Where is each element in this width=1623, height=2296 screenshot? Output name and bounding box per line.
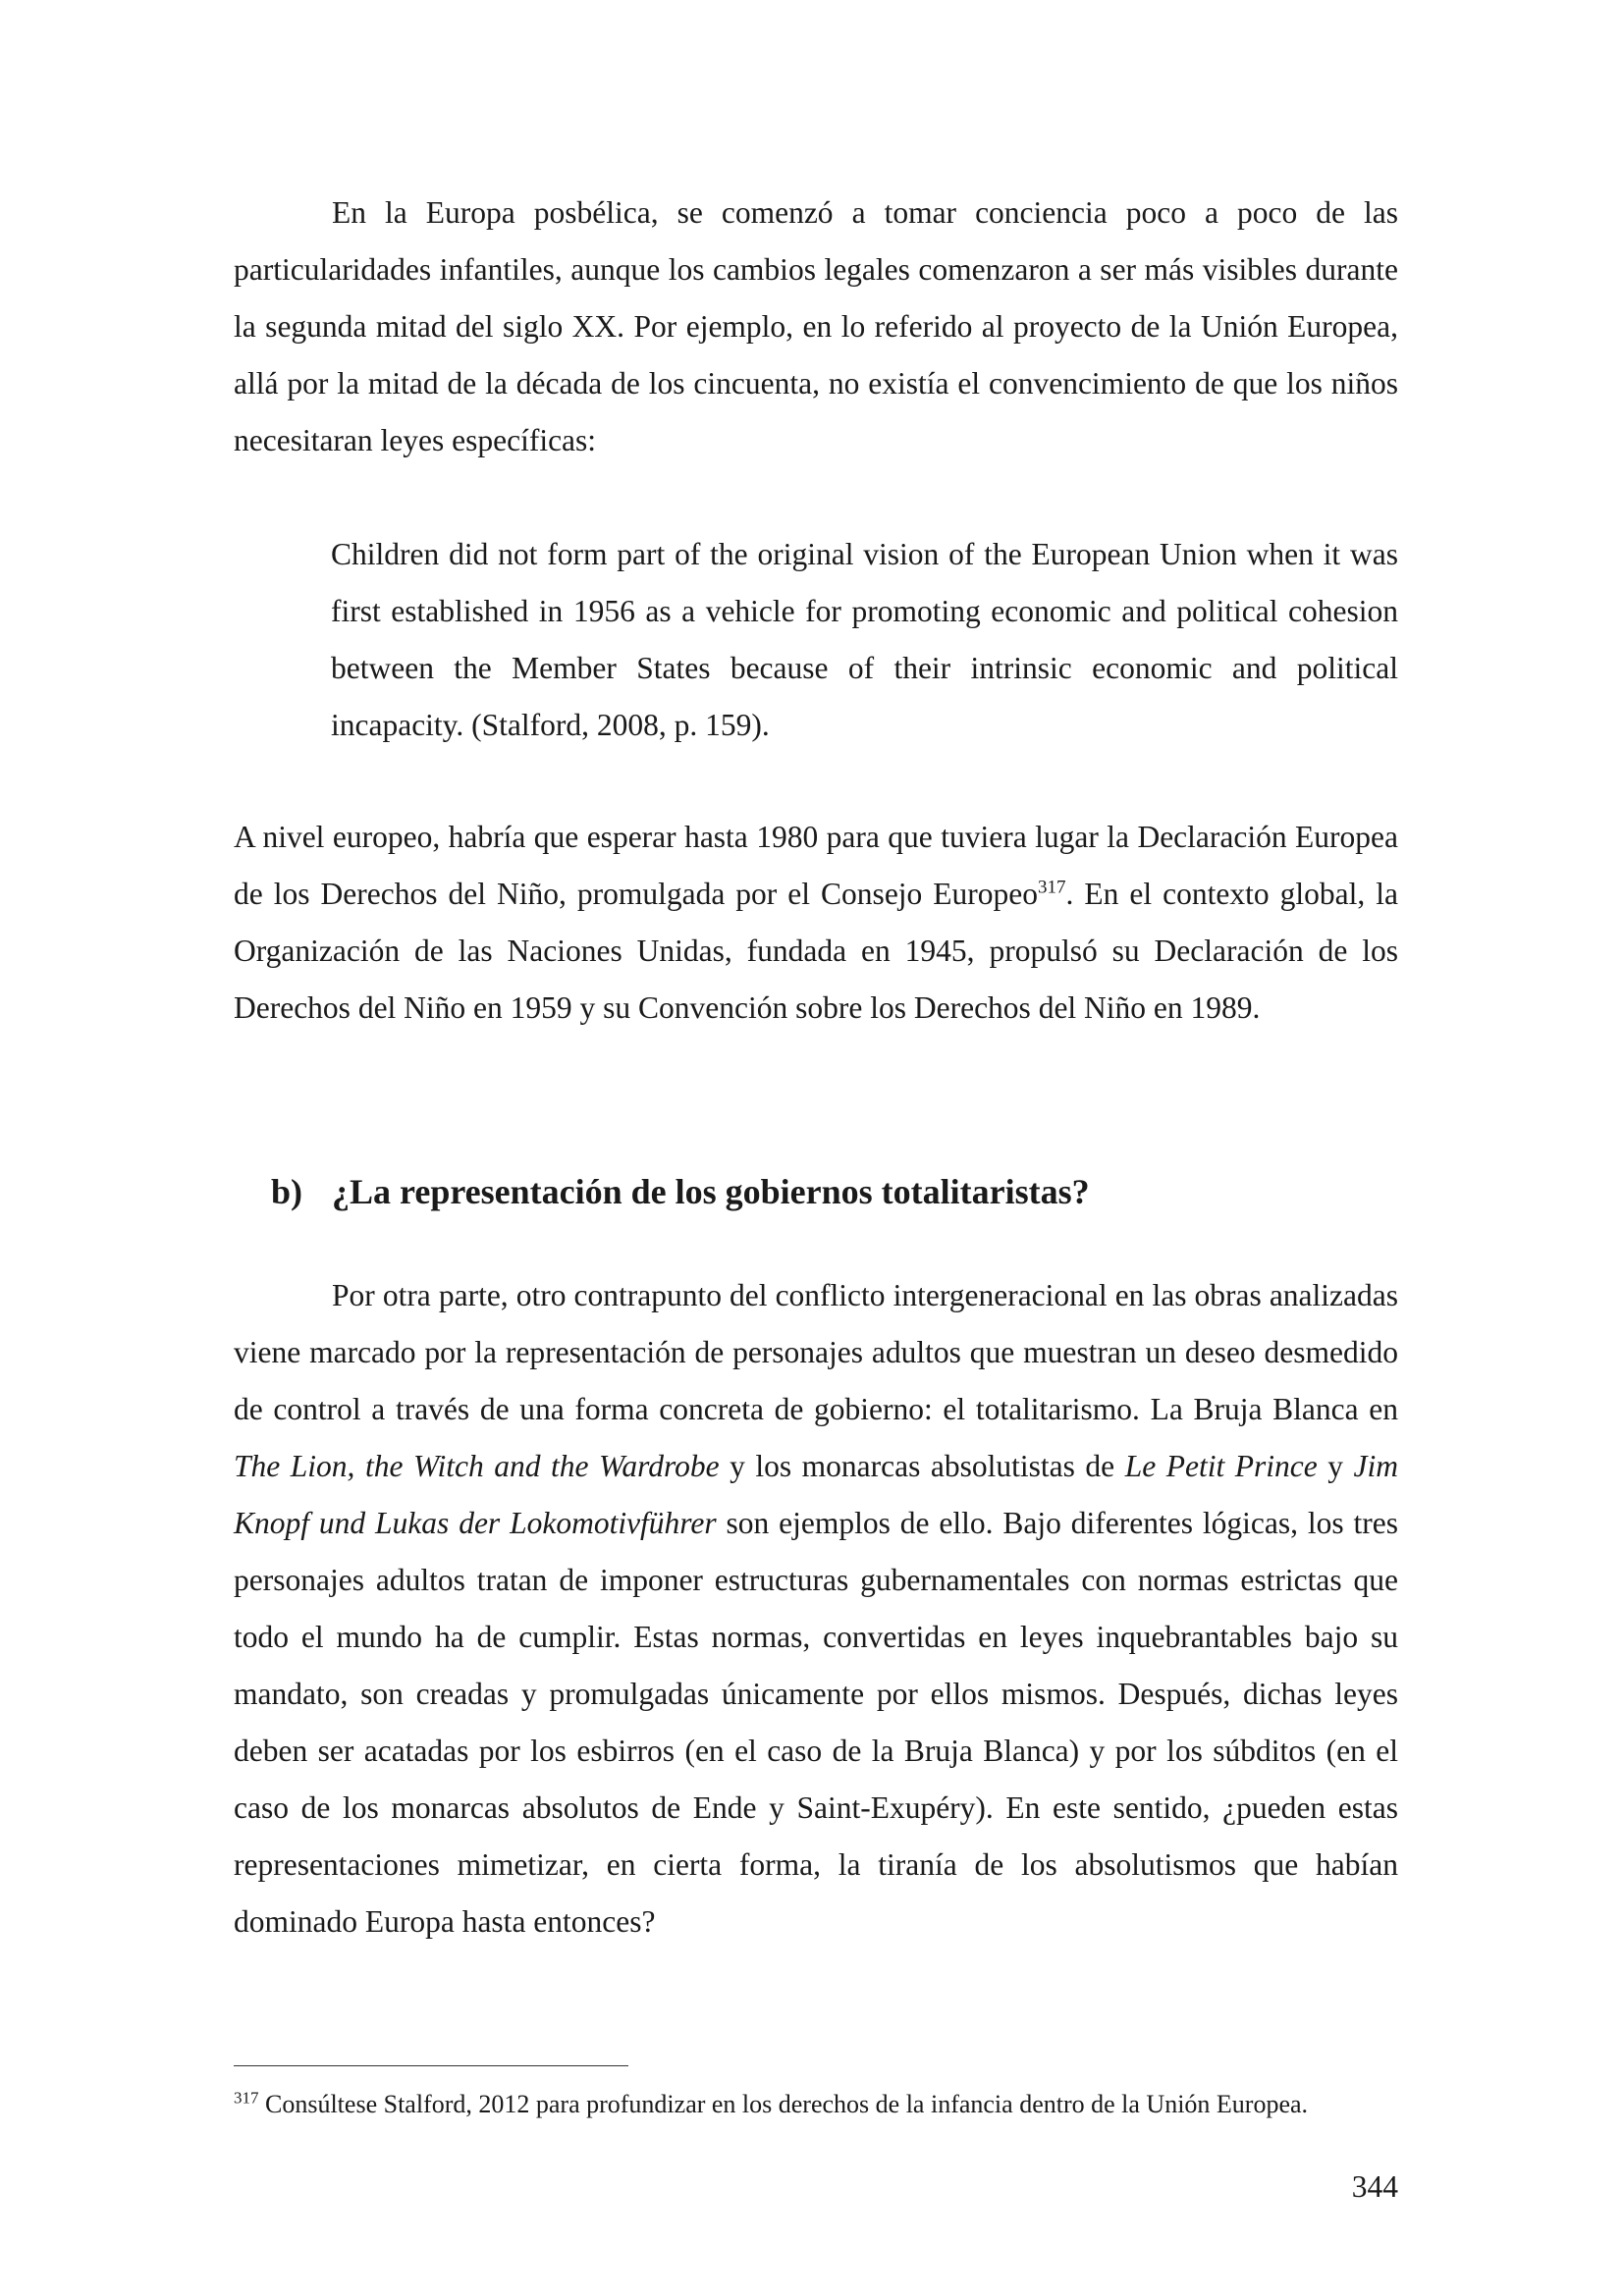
section-marker: b) xyxy=(271,1172,303,1211)
paragraph-3-text-4: son ejemplos de ello. Bajo diferentes lógicas, los tres personajes adultos tratan de imponer estructuras gubernamentales con normas estrictas que todo el mundo ha de cumplir. Estas normas, convertidas en leyes inquebrantables bajo su mandato, son creadas y promulgadas únicamente por ellos mismos. Después, dichas leyes deben ser acatadas por los esbirros (en el caso de la Bruja Blanca) y por los súbditos (en el caso de los monarcas absolutos de Ende y Saint-Exupéry). En este sentido, ¿pueden estas representaciones mimetizar, en cierta forma, la tiranía de los absolutismos que habían dominado Europa hasta entonces? xyxy=(234,1506,1398,1939)
footnote-divider xyxy=(234,2065,628,2066)
work-title-lion-witch-wardrobe: The Lion, the Witch and the Wardrobe xyxy=(234,1449,720,1483)
paragraph-3-text-1: Por otra parte, otro contrapunto del conflicto intergeneracional en las obras analizadas viene marcado por la representación de personajes adultos que muestran un deseo desmedido de control a través de una forma concreta de gobierno: el totalitarismo. La Bruja Blanca en xyxy=(234,1278,1398,1426)
footnote-reference[interactable]: 317 xyxy=(1038,877,1066,898)
paragraph-3-text-2: y los monarcas absolutistas de xyxy=(719,1449,1125,1483)
work-title-jim-knopf: Jim Knopf und Lukas der Lokomotivführer xyxy=(234,1449,1399,1540)
body-paragraph-3 xyxy=(234,1267,1398,1950)
page-number: 344 xyxy=(1351,2169,1398,2204)
paragraph-2-text-start: A nivel europeo, habría que esperar hasta 1980 para que tuviera lugar la Declaración Europea de los Derechos del Niño, promulgada por el Consejo Europeo xyxy=(234,820,1398,911)
paragraph-3-text-3: y xyxy=(1317,1449,1354,1483)
body-paragraph-2 xyxy=(234,809,1398,1037)
footnote-text: Consúltese Stalford, 2012 para profundizar en los derechos de la infancia dentro de la Unión Europea. xyxy=(258,2090,1309,2118)
footnote xyxy=(234,2087,1398,2122)
section-title: ¿La representación de los gobiernos totalitaristas? xyxy=(332,1172,1090,1211)
body-paragraph-1: En la Europa posbélica, se comenzó a tomar conciencia poco a poco de las particularidades infantiles, aunque los cambios legales comenzaron a ser más visibles durante la segunda mitad del siglo XX. Por ejemplo, en lo referido al proyecto de la Unión Europea, allá por la mitad de la década de los cincuenta, no existía el convencimiento de que los niños necesitaran leyes específicas: xyxy=(234,195,1398,457)
footnote-number: 317 xyxy=(234,2088,259,2108)
paragraph-2-text-end: . En el contexto global, la Organización de las Naciones Unidas, fundada en 1945, propulsó su Declaración de los Derechos del Niño en 1959 y su Convención sobre los Derechos del Niño en 1989. xyxy=(234,877,1398,1025)
block-quote: Children did not form part of the original vision of the European Union when it was first established in 1956 as a vehicle for promoting economic and political cohesion between the Member States because of their intrinsic economic and political incapacity. (Stalford, 2008, p. 159). xyxy=(331,537,1398,742)
work-title-petit-prince: Le Petit Prince xyxy=(1124,1449,1318,1483)
section-heading xyxy=(271,1163,1090,1220)
